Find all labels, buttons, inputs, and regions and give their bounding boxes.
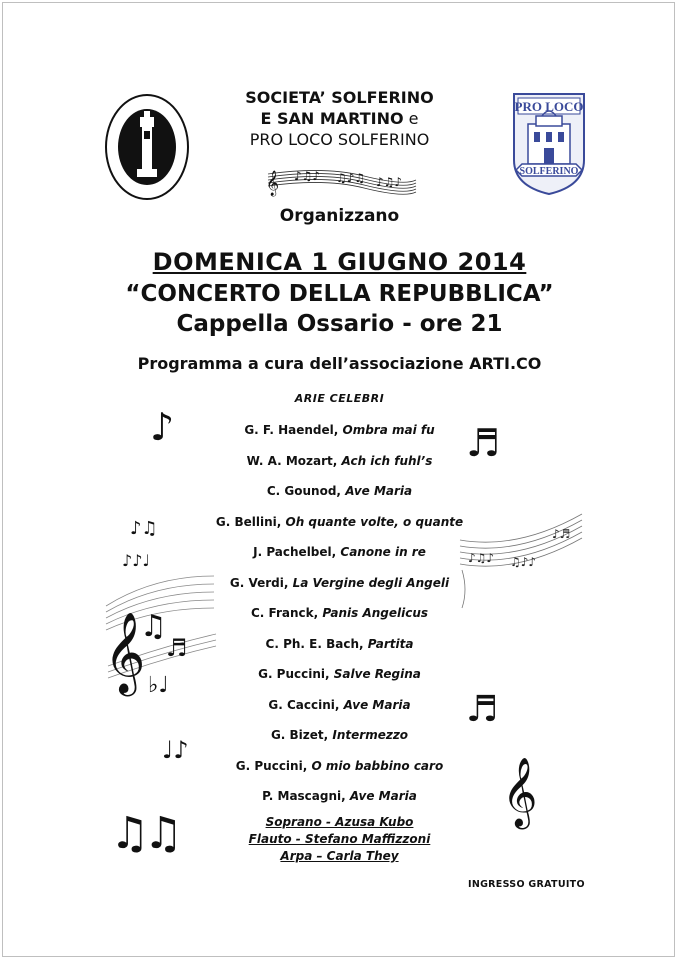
program-item — [0, 759, 679, 773]
eighth-note-icon: ♪ — [150, 405, 175, 449]
piece-title: Panis Angelicus — [322, 606, 429, 620]
pro-loco-logo-text: PRO LOCO — [514, 99, 584, 114]
svg-text:♪♬: ♪♬ — [552, 527, 571, 541]
composer-name: W. A. Mozart, — [246, 453, 338, 468]
piece-title: Ave Maria — [345, 484, 413, 498]
composer-name: P. Mascagni, — [262, 789, 346, 803]
composer-name: G. Caccini, — [268, 697, 340, 712]
composer-name: G. Puccini, — [258, 667, 330, 681]
composer-name: C. Gounod, — [266, 484, 341, 498]
piece-title: Partita — [367, 636, 414, 651]
piece-title: O mio babbino caro — [311, 758, 444, 773]
program-item — [0, 789, 679, 803]
program-item — [0, 698, 679, 712]
music-swirl-right — [458, 500, 586, 610]
piece-title: La Vergine degli Angeli — [292, 575, 450, 590]
quarter-notes-icon: ♩♪ — [162, 736, 189, 764]
pro-loco-logo-subtext: SOLFERINO — [519, 166, 579, 177]
svg-text:♪♫♪: ♪♫♪ — [468, 551, 495, 565]
section-title: ARIE CELEBRI — [294, 392, 385, 405]
event-date: DOMENICA 1 GIUGNO 2014 — [152, 248, 527, 276]
svg-text:𝄞: 𝄞 — [266, 171, 280, 196]
piece-title: Ave Maria — [343, 697, 411, 712]
sixteenth-note-icon: ♬ — [466, 689, 499, 730]
organizzano-label: Organizzano — [279, 206, 400, 226]
program-credit: Programma a cura dell’associazione ARTI.CO — [137, 354, 542, 373]
header-line-1: SOCIETA’ SOLFERINO — [245, 88, 434, 107]
svg-text:♪♫♪: ♪♫♪ — [294, 169, 321, 183]
composer-name: G. Bizet, — [270, 728, 329, 742]
piece-title: Ombra mai fu — [342, 423, 435, 437]
piece-title: Oh quante volte, o quante — [285, 514, 464, 529]
performer-flute: Flauto - Stefano Maffizzoni — [248, 832, 431, 846]
program-item — [0, 484, 679, 498]
piece-title: Salve Regina — [333, 667, 421, 681]
composer-name: C. Ph. E. Bach, — [265, 636, 364, 651]
free-entry: INGRESSO GRATUITO — [468, 879, 585, 890]
piece-title: Ach ich fuhl’s — [341, 453, 433, 468]
program-item — [0, 454, 679, 468]
performer-harp: Arpa – Carla They — [280, 849, 399, 863]
header-line-3: PRO LOCO SOLFERINO — [249, 130, 430, 149]
header-line-2-bold: E SAN MARTINO — [260, 109, 404, 128]
program-item — [0, 667, 679, 681]
music-swirl-left — [104, 516, 224, 696]
sixteenth-note-icon: ♬ — [466, 421, 501, 465]
svg-text:♬: ♬ — [166, 634, 188, 662]
svg-text:♪♪♩: ♪♪♩ — [122, 551, 150, 570]
program-item — [0, 728, 679, 742]
composer-name: G. Bellini, — [215, 514, 282, 529]
header-line-2-tail: e — [403, 109, 419, 128]
svg-text:𝄞: 𝄞 — [104, 611, 146, 693]
piece-title: Canone in re — [340, 545, 426, 559]
venue-time: Cappella Ossario - ore 21 — [176, 311, 503, 337]
piece-title: Intermezzo — [332, 728, 409, 742]
svg-text:♪♫♪: ♪♫♪ — [376, 175, 403, 189]
composer-name: G. F. Haendel, — [244, 423, 339, 437]
treble-clef-icon: 𝄞 — [502, 757, 538, 827]
composer-name: C. Franck, — [250, 606, 319, 620]
svg-text:♫: ♫ — [140, 609, 167, 644]
svg-text:♫♪♫: ♫♪♫ — [336, 171, 366, 185]
concert-title: “CONCERTO DELLA REPUBBLICA” — [125, 281, 554, 307]
composer-name: J. Pachelbel, — [253, 545, 337, 559]
program-item — [0, 423, 679, 437]
beamed-notes-icon: ♫♫ — [110, 808, 177, 859]
svg-text:♫♪♪: ♫♪♪ — [510, 555, 537, 569]
svg-text:♪♫: ♪♫ — [130, 518, 158, 539]
performer-soprano: Soprano - Azusa Kubo — [265, 815, 414, 829]
svg-text:♭♩: ♭♩ — [148, 673, 169, 698]
piece-title: Ave Maria — [349, 789, 417, 803]
program-item — [0, 637, 679, 651]
music-staff-decoration — [264, 164, 420, 194]
composer-name: G. Puccini, — [235, 758, 308, 773]
header-line-2 — [0, 109, 679, 128]
composer-name: G. Verdi, — [229, 575, 289, 590]
